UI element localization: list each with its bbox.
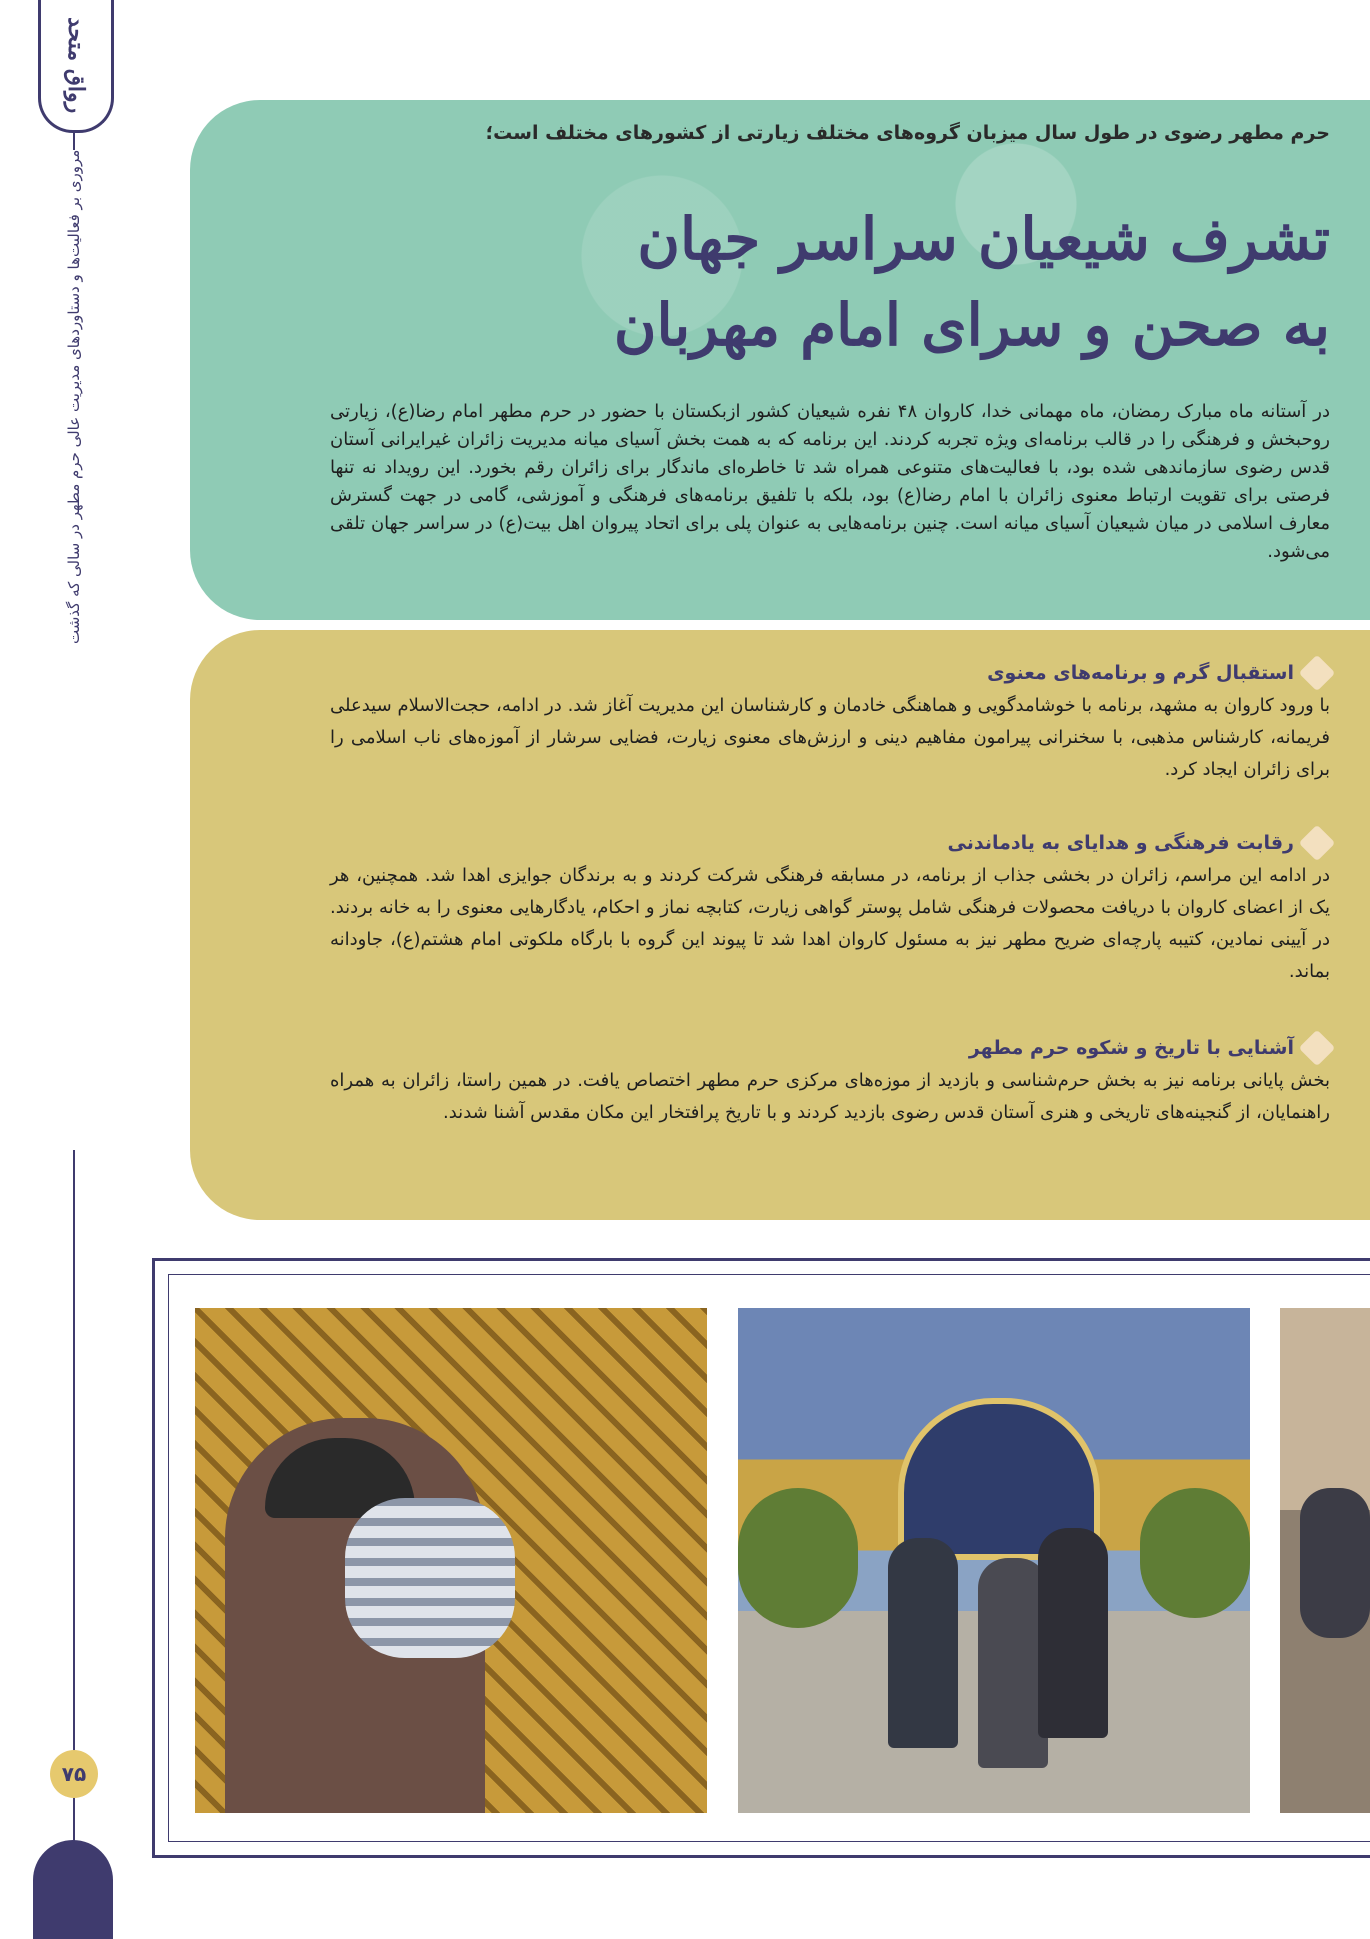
section-title: رقابت فرهنگی و هدایای به یادماندنی (947, 832, 1294, 854)
ribbon-tab (33, 1840, 113, 1939)
page-title (230, 196, 1330, 368)
running-caption: مروری بر فعالیت‌ها و دستاوردهای مدیریت عالی حرم مطهر در سالی که گذشت (58, 150, 90, 1150)
section-body: بخش پایانی برنامه نیز به بخش حرم‌شناسی و بازدید از موزه‌های مرکزی حرم مطهر اختصاص یافت. در همین راستا، زائران به همراه راهنمایان، از گنجینه‌های تاریخی و هنری آستان قدس رضوی بازدید کردند و با تاریخ پرافتخار این مکان مقدس آشنا شدند. (330, 1070, 1330, 1123)
kicker-text: حرم مطهر رضوی در طول سال میزبان گروه‌های مختلف زیارتی از کشورهای مختلف است؛ (485, 122, 1330, 144)
title-line-1: تشرف شیعیان سراسر جهان (637, 205, 1330, 273)
crowd-figure (1300, 1488, 1370, 1638)
photo-courtyard (738, 1308, 1250, 1813)
section-title: استقبال گرم و برنامه‌های معنوی (987, 662, 1294, 684)
magazine-logo: رواق متحد (38, 0, 114, 133)
photo-pilgrims-group (1280, 1308, 1370, 1813)
section-welcome (330, 660, 1330, 786)
pilgrim-walker (1038, 1528, 1108, 1738)
diamond-bullet-icon (1299, 1030, 1336, 1067)
section-history (330, 1035, 1330, 1129)
diamond-bullet-icon (1299, 825, 1336, 862)
section-competition (330, 830, 1330, 988)
pilgrim-walker (888, 1538, 958, 1748)
lead-paragraph: در آستانه ماه مبارک رمضان، ماه مهمانی خدا، کاروان ۴۸ نفره شیعیان کشور ازبکستان با حضور در حرم مطهر امام رضا(ع)، زیارتی روحبخش و فرهنگی را در قالب برنامه‌ای ویژه تجربه کردند. این برنامه که به همت بخش آسیای میانه مدیریت زائران غیرایرانی آستان قدس رضوی سازماندهی شده بود، با فعالیت‌های متنوعی همراه شد تا خاطره‌ای ماندگار برای زائران رقم بخورد. این رویداد نه تنها فرصتی برای تقویت ارتباط معنوی زائران با امام رضا(ع) بود، بلکه با تلفیق برنامه‌های فرهنگی و آموزشی، گامی در جهت گسترش معارف اسلامی در میان شیعیان آسیای میانه است. چنین برنامه‌هایی به عنوان پلی برای اتحاد پیروان اهل بیت(ع) در سراسر جهان تلقی می‌شود. (330, 401, 1330, 562)
diamond-bullet-icon (1299, 655, 1336, 692)
section-body: با ورود کاروان به مشهد، برنامه با خوشامدگویی و هماهنگی خادمان و کارشناسان این مدیریت آغاز شد. در ادامه، حجت‌الاسلام سیدعلی فریمانه، کارشناس مذهبی، با سخنرانی پیرامون مفاهیم دینی و ارزش‌های معنوی زیارت، فضایی سرشار از آموزه‌های ناب اسلامی را برای زائران ایجاد کرد. (330, 695, 1330, 780)
title-line-2: به صحن و سرای امام مهربان (613, 291, 1330, 359)
page-number: ۷۵ (50, 1750, 98, 1798)
child-figure (345, 1498, 515, 1658)
tree-left (738, 1488, 858, 1628)
section-body: در ادامه این مراسم، زائران در بخشی جذاب از برنامه، در مسابقه فرهنگی شرکت کردند و به برندگان جوایزی اهدا شد. همچنین، هر یک از اعضای کاروان با دریافت محصولات فرهنگی شامل پوستر گواهی زیارت، کتابچه نماز و احکام، یادگارهایی معنوی را به خانه بردند. در آیینی نمادین، کتیبه پارچه‌ای ضریح مطهر نیز به مسئول کاروان اهدا شد تا پیوند این گروه با بارگاه ملکوتی امام هشتم(ع)، جاودانه بماند. (330, 865, 1330, 982)
section-title: آشنایی با تاریخ و شکوه حرم مطهر (968, 1037, 1294, 1059)
photo-shrine-grille (195, 1308, 707, 1813)
tree-right (1140, 1488, 1250, 1618)
